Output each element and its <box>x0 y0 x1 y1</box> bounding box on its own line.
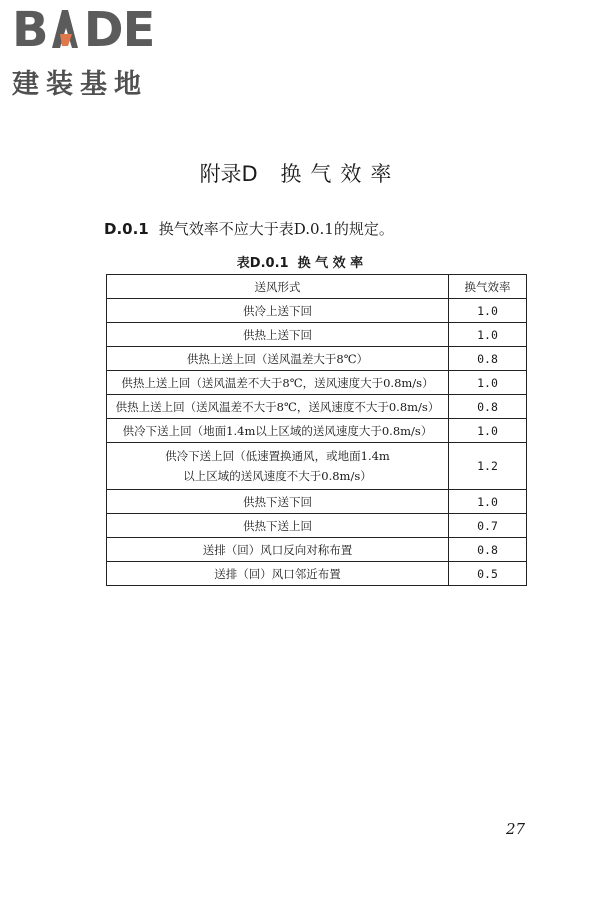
logo-letter-b: B <box>12 2 48 58</box>
row-value: 0.5 <box>449 562 527 586</box>
table-row <box>107 395 527 419</box>
row-value: 1.2 <box>449 443 527 490</box>
row-form: 供热上送下回 <box>107 323 449 347</box>
page-number: 27 <box>506 820 526 838</box>
row-form-line: 以上区域的送风速度不大于0.8m/s） <box>183 469 372 483</box>
appendix-label: 附录D <box>199 162 258 186</box>
appendix-heading: 换气效率 <box>280 162 401 186</box>
row-form <box>107 443 449 490</box>
clause-text: 换气效率不应大于表D.0.1的规定。 <box>158 220 394 238</box>
row-value: 1.0 <box>449 371 527 395</box>
row-form-line: 供冷下送上回（低速置换通风，或地面1.4m <box>165 449 390 463</box>
row-form: 送排（回）风口邻近布置 <box>107 562 449 586</box>
table-row <box>107 562 527 586</box>
appendix-title <box>0 158 600 188</box>
row-form: 供热上送上回（送风温差不大于8℃，送风速度大于0.8m/s） <box>107 371 449 395</box>
table-row <box>107 347 527 371</box>
logo-a-mark-icon <box>48 8 80 50</box>
row-value: 0.8 <box>449 395 527 419</box>
table-row <box>107 514 527 538</box>
efficiency-table <box>106 274 527 586</box>
table-row <box>107 371 527 395</box>
table-row <box>107 490 527 514</box>
logo-subtitle: 建装基地 <box>12 69 148 100</box>
logo-letter-a <box>48 6 84 54</box>
row-value: 1.0 <box>449 419 527 443</box>
row-value: 0.8 <box>449 347 527 371</box>
logo-wordmark <box>12 2 155 58</box>
column-header-form: 送风形式 <box>107 275 449 299</box>
row-value: 1.0 <box>449 490 527 514</box>
table-row <box>107 323 527 347</box>
row-form: 供热上送上回（送风温差不大于8℃，送风速度不大于0.8m/s） <box>107 395 449 419</box>
row-value: 1.0 <box>449 299 527 323</box>
row-form: 供热下送下回 <box>107 490 449 514</box>
table-row <box>107 299 527 323</box>
row-form: 供热上送上回（送风温差大于8℃） <box>107 347 449 371</box>
clause-number: D.0.1 <box>104 220 149 238</box>
table-header-row <box>107 275 527 299</box>
row-form: 供冷下送上回（地面1.4m以上区域的送风速度大于0.8m/s） <box>107 419 449 443</box>
row-value: 1.0 <box>449 323 527 347</box>
row-value: 0.8 <box>449 538 527 562</box>
logo <box>12 2 182 100</box>
table-row <box>107 419 527 443</box>
table-caption: 表D.0.1 换 气 效 率 <box>236 256 364 271</box>
column-header-efficiency: 换气效率 <box>449 275 527 299</box>
row-form: 供热下送上回 <box>107 514 449 538</box>
row-value: 0.7 <box>449 514 527 538</box>
logo-letters-de: DE <box>83 2 155 58</box>
table-row <box>107 538 527 562</box>
row-form: 送排（回）风口反向对称布置 <box>107 538 449 562</box>
clause <box>104 218 394 239</box>
table-row <box>107 443 527 490</box>
row-form: 供冷上送下回 <box>107 299 449 323</box>
